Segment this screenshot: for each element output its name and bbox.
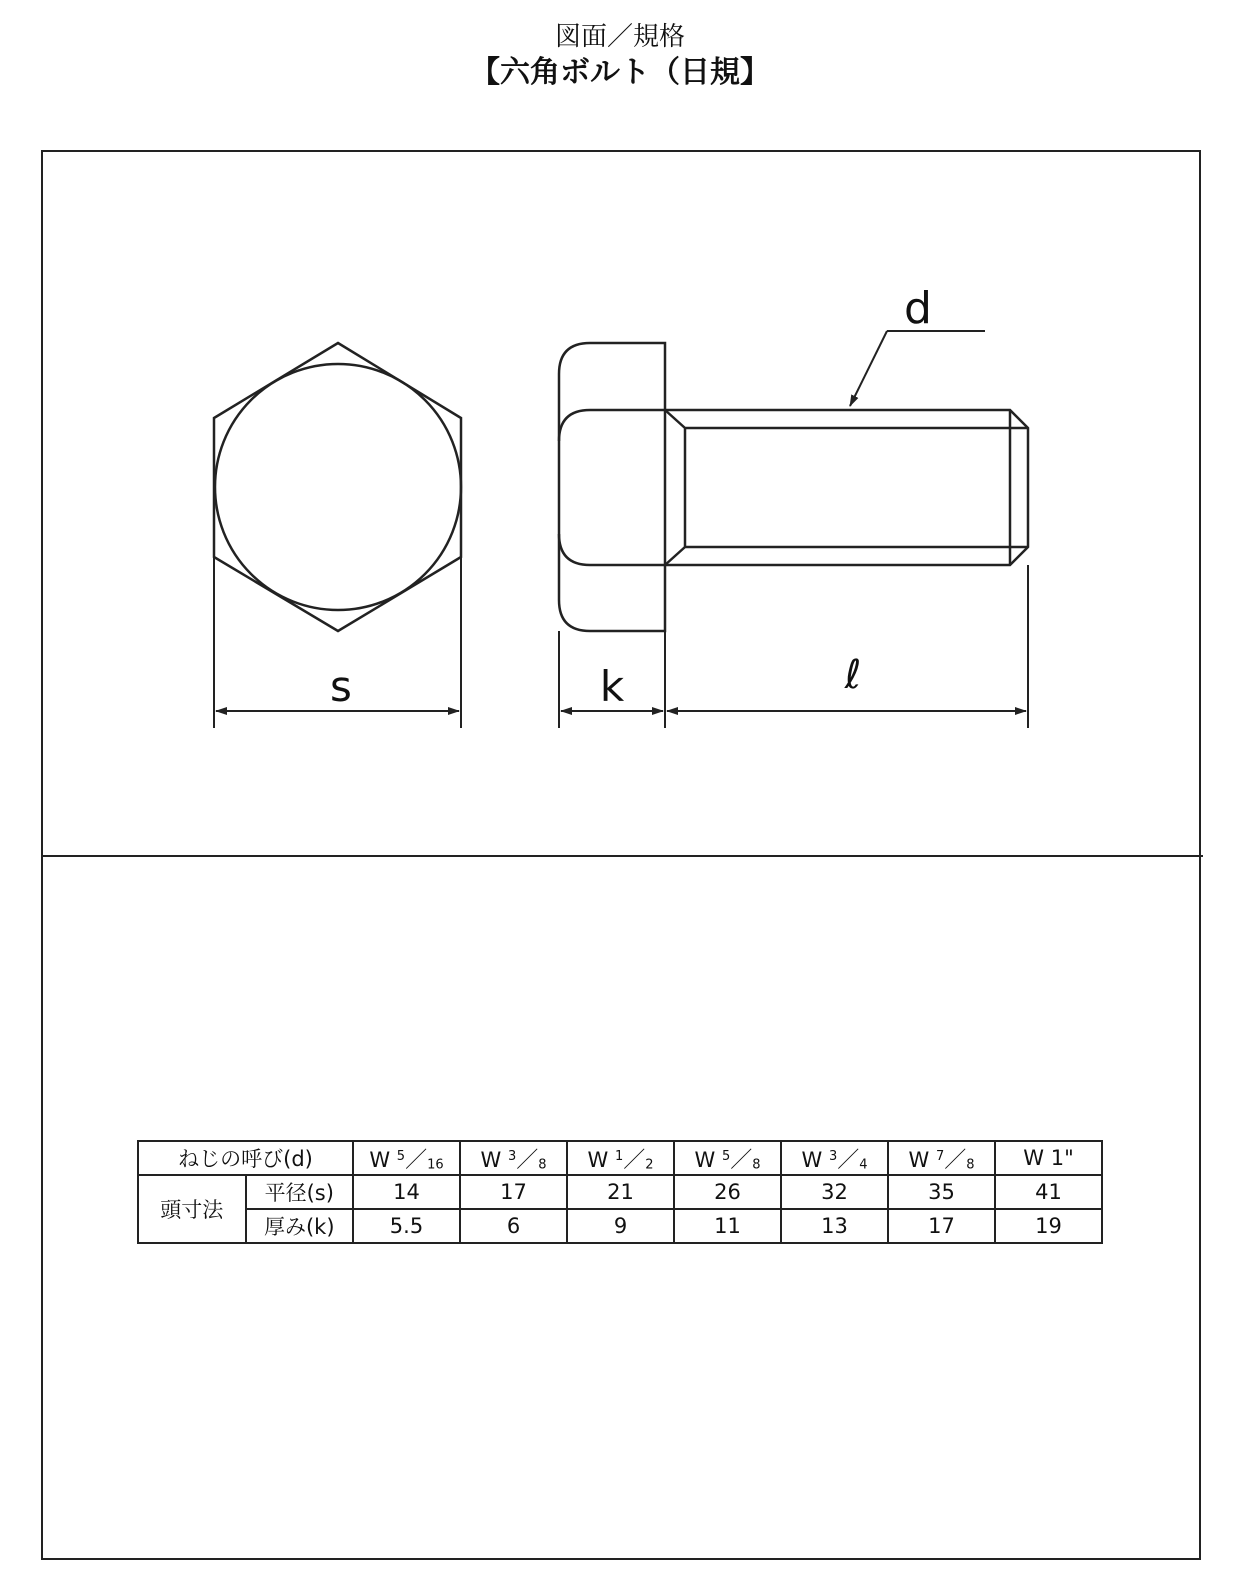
value-cell: 11 [674,1209,781,1243]
bolt-shank [665,410,1028,565]
size-cell: W $^5$／8 [674,1141,781,1175]
size-cell: W $^3$／8 [460,1141,567,1175]
value-cell: 21 [567,1175,674,1209]
label-d: d [904,283,932,334]
label-l: ℓ [844,652,862,698]
page-subtitle: 図面／規格 [554,22,685,52]
size-cell: W $^5$／16 [353,1141,460,1175]
bolt-head-side [559,343,665,631]
d-leader-arrow [850,331,887,406]
value-cell: 41 [995,1175,1102,1209]
value-cell: 6 [460,1209,567,1243]
hex-head-outline [214,343,461,631]
value-cell: 13 [781,1209,888,1243]
size-cell: W $^7$／8 [888,1141,995,1175]
table-row-k [138,1209,1102,1243]
value-cell: 9 [567,1209,674,1243]
row-label-s: 平径(s) [246,1175,354,1209]
value-cell: 5.5 [353,1209,460,1243]
value-cell: 17 [888,1209,995,1243]
bolt-head-face-bottom [559,534,665,565]
bolt-head-face-top [559,410,665,441]
table-row-s [138,1175,1102,1209]
table-header-row [138,1141,1102,1175]
thread-root-lines [665,410,1028,565]
size-cell: W 1" [995,1141,1102,1175]
spec-table [137,1140,1103,1244]
page-title: 【六角ボルト（日規】 [470,55,770,90]
label-k: k [599,662,625,711]
row-label-k: 厚み(k) [246,1209,354,1243]
value-cell: 17 [460,1175,567,1209]
value-cell: 14 [353,1175,460,1209]
head-dimension-group-label: 頭寸法 [138,1175,246,1243]
value-cell: 19 [995,1209,1102,1243]
value-cell: 32 [781,1175,888,1209]
size-cell: W $^3$／4 [781,1141,888,1175]
label-s: s [330,662,352,711]
thread-size-header: ねじの呼び(d) [138,1141,353,1175]
hex-head-bearing-circle [215,364,461,610]
value-cell: 26 [674,1175,781,1209]
value-cell: 35 [888,1175,995,1209]
size-cell: W $^1$／2 [567,1141,674,1175]
